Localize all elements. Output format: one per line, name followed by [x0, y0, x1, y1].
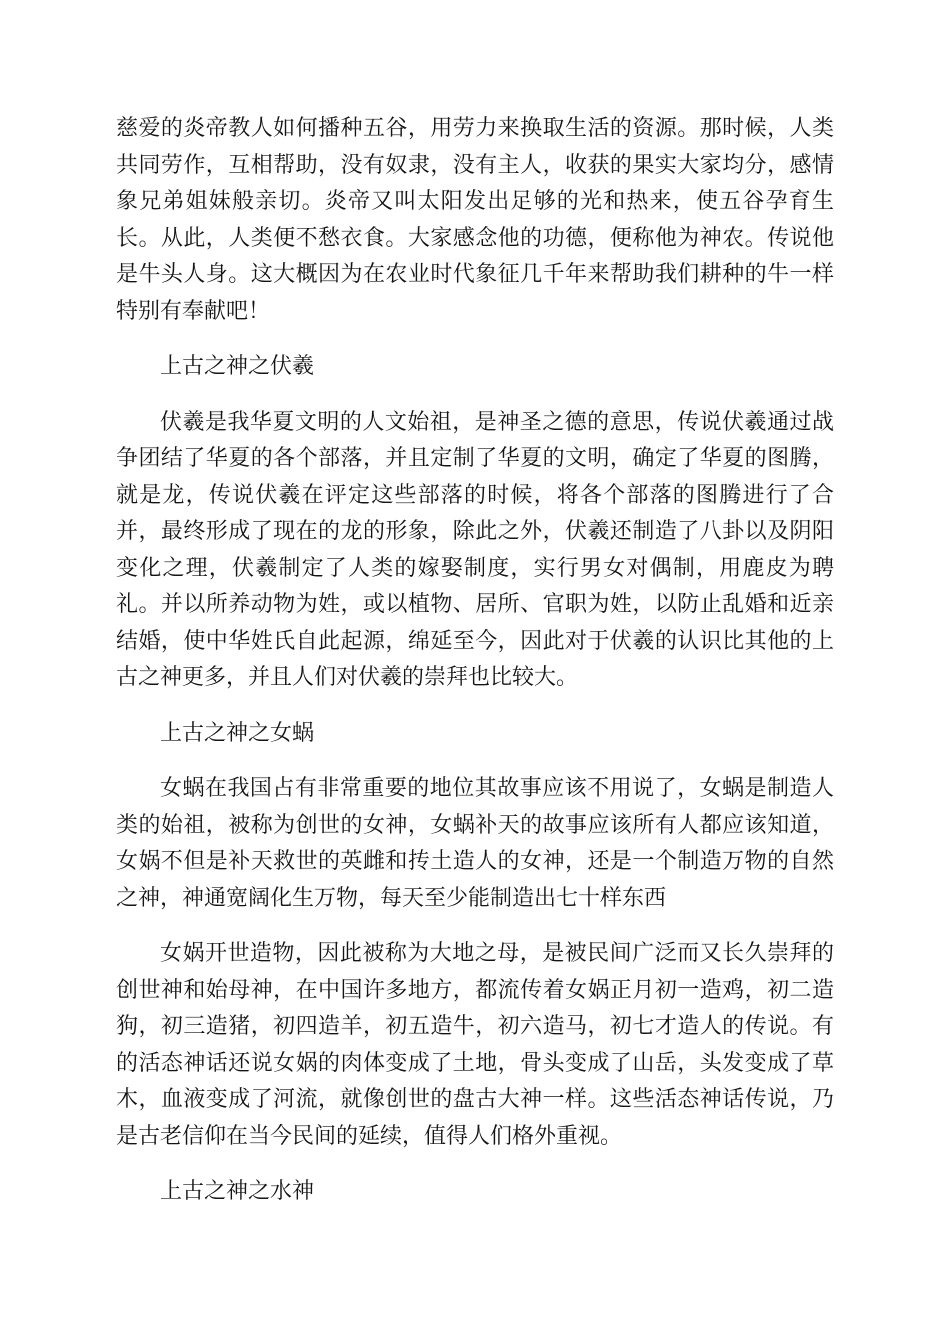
- section-heading-fuxi: 上古之神之伏羲: [160, 354, 315, 379]
- document-body: [116, 111, 834, 1211]
- paragraph-nuwa-creation: 女娲开世造物，因此被称为大地之母，是被民间广泛而又长久崇拜的创世神和始母神，在中国许多地方，都流传着女娲正月初一造鸡，初二造狗，初三造猪，初四造羊，初五造牛，初六造马，初七才造人的传说。有的活态神话还说女娲的肉体变成了土地，骨头变成了山岳，头发变成了草木，血液变成了河流，就像创世的盘古大神一样。这些活态神话传说，乃是古老信仰在当今民间的延续，值得人们格外重视。: [116, 941, 834, 1149]
- section-heading-nuwo: 上古之神之女蜗: [160, 720, 315, 746]
- section-heading-water-god: 上古之神之水神: [160, 1179, 315, 1204]
- paragraph-nuwo-intro: 女蜗在我国占有非常重要的地位其故事应该不用说了，女蜗是制造人类的始祖，被称为创世的女神，女蜗补天的故事应该所有人都应该知道，女娲不但是补天救世的英雌和抟土造人的女神，还是一个制造万物的自然之神，神通宽阔化生万物，每天至少能制造出七十样东西: [116, 776, 834, 911]
- paragraph-fuxi: 伏羲是我华夏文明的人文始祖，是神圣之德的意思，传说伏羲通过战争团结了华夏的各个部落，并且定制了华夏的文明，确定了华夏的图腾，就是龙，传说伏羲在评定这些部落的时候，将各个部落的图腾进行了合并，最终形成了现在的龙的形象，除此之外，伏羲还制造了八卦以及阴阳变化之理，伏羲制定了人类的嫁娶制度，实行男女对偶制，用鹿皮为聘礼。并以所养动物为姓，或以植物、居所、官职为姓，以防止乱婚和近亲结婚，使中华姓氏自此起源，绵延至今，因此对于伏羲的认识比其他的上古之神更多，并且人们对伏羲的崇拜也比较大。: [116, 409, 834, 690]
- paragraph-shennong: 慈爱的炎帝教人如何播种五谷，用劳力来换取生活的资源。那时候，人类共同劳作，互相帮助，没有奴隶，没有主人，收获的果实大家均分，感情象兄弟姐妹般亲切。炎帝又叫太阳发出足够的光和热来，使五谷孕育生长。从此，人类便不愁衣食。大家感念他的功德，便称他为神农。传说他是牛头人身。这大概因为在农业时代象征几千年来帮助我们耕种的牛一样特别有奉献吧！: [116, 116, 834, 324]
